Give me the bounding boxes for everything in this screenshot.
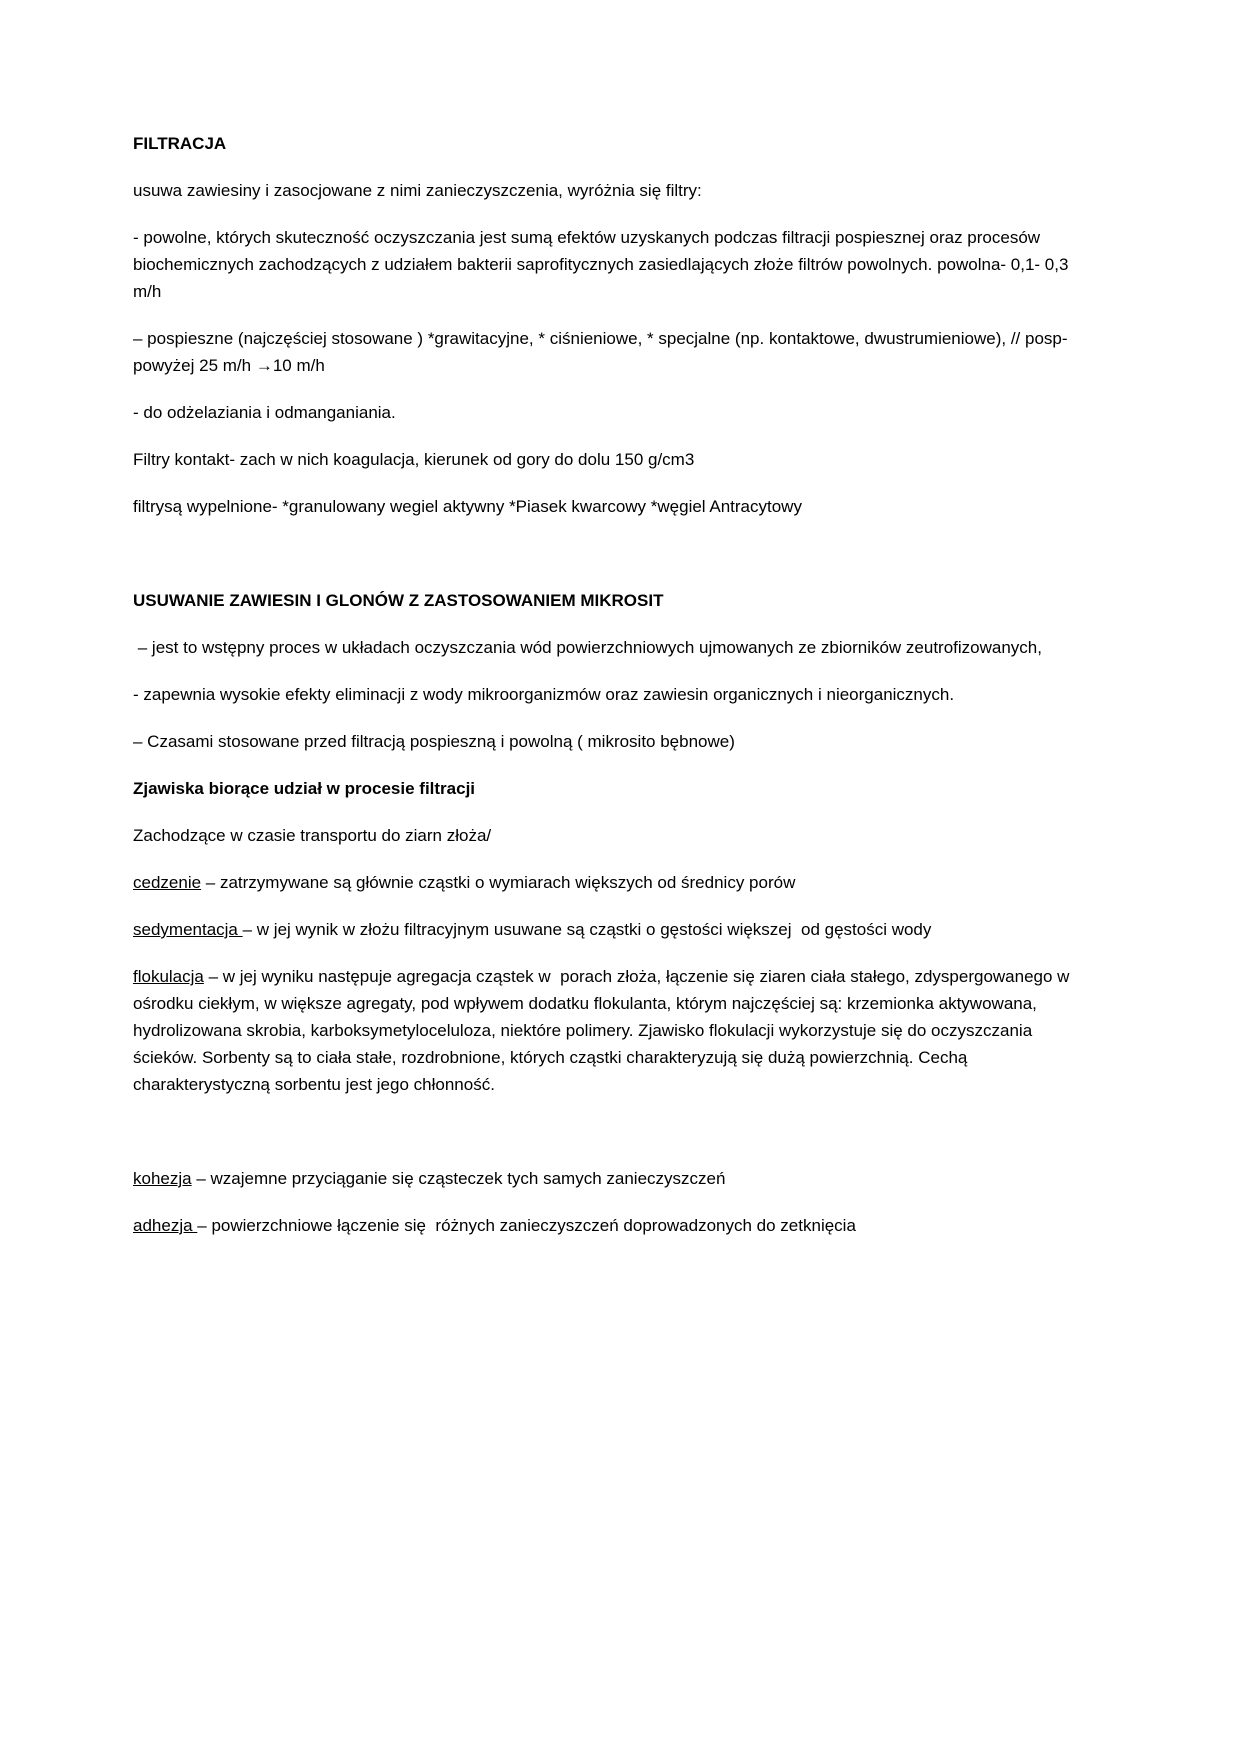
underlined-term: kohezja — [133, 1169, 192, 1188]
text-segment: – jest to wstępny proces w układach oczyszczania wód powierzchniowych ujmowanych ze zbiorników zeutrofizowanych, — [133, 638, 1042, 657]
text-segment: – Czasami stosowane przed filtracją pospieszną i powolną ( mikrosito bębnowe) — [133, 732, 735, 751]
paragraph — [133, 869, 1095, 896]
blank-line — [133, 540, 1095, 567]
text-segment: FILTRACJA — [133, 134, 227, 153]
text-segment: USUWANIE ZAWIESIN I GLONÓW Z ZASTOSOWANIEM MIKROSIT — [133, 591, 664, 610]
paragraph — [133, 399, 1095, 426]
paragraph — [133, 963, 1095, 1098]
text-segment: – w jej wynik w złożu filtracyjnym usuwane są cząstki o gęstości większej od gęstości wody — [242, 920, 932, 939]
heading-usuwanie-zawiesin — [133, 587, 1095, 614]
heading-filtracja — [133, 130, 1095, 157]
paragraph — [133, 325, 1095, 379]
paragraph — [133, 916, 1095, 943]
paragraph — [133, 681, 1095, 708]
underlined-term: adhezja — [133, 1216, 198, 1235]
text-segment: – w jej wyniku następuje agregacja cząstek w porach złoża, łączenie się ziaren ciała stałego, zdyspergowanego w ośrodku ciekłym, w większe agregaty, pod wpływem dodatku flokulanta, którym najczęściej są: krzemionka aktywowana, hydrolizowana skrobia, karboksymetyloceluloza, niektóre polimery. Zjawisko flokulacji wykorzystuje się do oczyszczania ścieków. Sorbenty są to ciała stałe, rozdrobnione, których cząstki charakteryzują się dużą powierzchnią. Cechą charakterystyczną sorbentu jest jego chłonność. — [133, 967, 1075, 1094]
text-segment: usuwa zawiesiny i zasocjowane z nimi zanieczyszczenia, wyróżnia się filtry: — [133, 181, 702, 200]
document-body — [133, 130, 1095, 1239]
text-segment: Filtry kontakt- zach w nich koagulacja, kierunek od gory do dolu 150 g/cm3 — [133, 450, 695, 469]
text-segment: Zjawiska biorące udział w procesie filtracji — [133, 779, 476, 798]
underlined-term: sedymentacja — [133, 920, 243, 939]
paragraph — [133, 822, 1095, 849]
text-segment: – powierzchniowe łączenie się różnych zanieczyszczeń doprowadzonych do zetknięcia — [197, 1216, 856, 1235]
blank-line — [133, 1118, 1095, 1145]
text-segment: Zachodzące w czasie transportu do ziarn złoża/ — [133, 826, 492, 845]
paragraph — [133, 1165, 1095, 1192]
heading-zjawiska — [133, 775, 1095, 802]
text-segment: – pospieszne (najczęściej stosowane ) *grawitacyjne, * ciśnieniowe, * specjalne (np. kontaktowe, dwustrumieniowe), // posp- powyżej 25 m/h →10 m/h — [133, 329, 1073, 375]
text-segment: filtrysą wypelnione- *granulowany wegiel aktywny *Piasek kwarcowy *węgiel Antracytowy — [133, 497, 802, 516]
text-segment: – zatrzymywane są głównie cząstki o wymiarach większych od średnicy porów — [201, 873, 796, 892]
text-segment: - do odżelaziania i odmanganiania. — [133, 403, 396, 422]
underlined-term: flokulacja — [133, 967, 204, 986]
paragraph — [133, 1212, 1095, 1239]
text-segment: – wzajemne przyciąganie się cząsteczek tych samych zanieczyszczeń — [191, 1169, 726, 1188]
text-segment: - zapewnia wysokie efekty eliminacji z wody mikroorganizmów oraz zawiesin organicznych i nieorganicznych. — [133, 685, 955, 704]
text-segment: - powolne, których skuteczność oczyszczania jest sumą efektów uzyskanych podczas filtracji pospiesznej oraz procesów biochemicznych zachodzących z udziałem bakterii saprofitycznych zasiedlających złoże filtrów powolnych. powolna- 0,1- 0,3 m/h — [133, 228, 1074, 301]
paragraph — [133, 634, 1095, 661]
paragraph — [133, 493, 1095, 520]
paragraph — [133, 224, 1095, 305]
paragraph — [133, 728, 1095, 755]
underlined-term: cedzenie — [133, 873, 202, 892]
paragraph — [133, 446, 1095, 473]
paragraph — [133, 177, 1095, 204]
